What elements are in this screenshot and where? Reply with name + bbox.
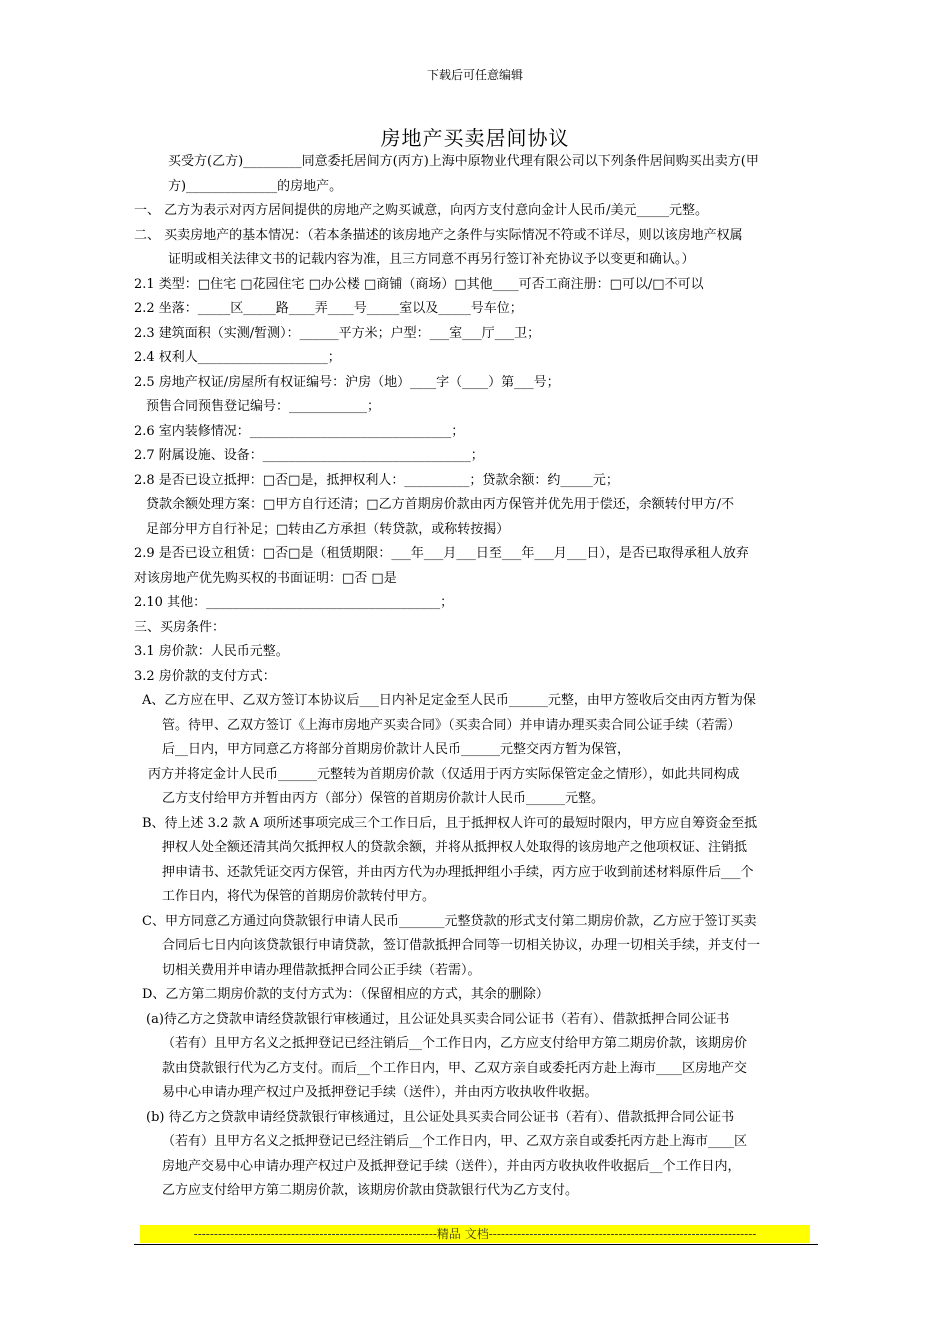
agreement-line: 方)______________的房地产。 <box>168 178 343 194</box>
agreement-line: 三、买房条件： <box>134 619 226 635</box>
agreement-line: （若有）且甲方名义之抵押登记已经注销后__个工作日内，甲、乙双方亲自或委托丙方赴上海市____区 <box>162 1134 748 1149</box>
agreement-line: 款由贷款银行代为乙方支付。而后__个工作日内，甲、乙双方亲自或委托丙方赴上海市____区房地产交 <box>162 1060 748 1076</box>
agreement-line: 2.6 室内装修情况：_______________________________； <box>134 423 465 439</box>
agreement-body <box>134 150 820 1204</box>
document-title: 房地产买卖居间协议 <box>380 126 570 150</box>
agreement-line: 切相关费用并申请办理借款抵押合同公正手续（若需）。 <box>162 962 481 978</box>
agreement-line: 2.10 其他：____________________________________； <box>134 595 454 610</box>
agreement-line: 一、 乙方为表示对丙方居间提供的房地产之购买诚意，向丙方支付意向金计人民币/美元_____元整。 <box>134 203 709 218</box>
agreement-line: 预售合同预售登记编号：____________； <box>146 399 381 414</box>
agreement-line: 房地产交易中心申请办理产权过户及抵押登记手续（送件），并由丙方收执收件收据后__个工作日内， <box>162 1158 741 1174</box>
agreement-line: 押权人处全额还清其尚欠抵押权人的贷款余额，并将从抵押权人处取得的该房地产之他项权证、注销抵 <box>162 840 748 855</box>
agreement-line: 贷款余额处理方案：□甲方自行还清；□乙方首期房价款由丙方保管并优先用于偿还，余额转付甲方/不 <box>146 497 734 512</box>
agreement-line: 足部分甲方自行补足；□转由乙方承担（转贷款，或称转按揭） <box>146 521 510 537</box>
footer-banner: ------------------------------------------------------------精品 文档------------------------------------------------------------------ <box>140 1225 810 1243</box>
agreement-line: 乙方应支付给甲方第二期房价款，该期房价款由贷款银行代为乙方支付。 <box>162 1183 579 1198</box>
agreement-line: 2.3 建筑面积（实测/暂测）：______平方米；户型：___室___厅___卫； <box>134 325 541 341</box>
agreement-line: D、乙方第二期房价款的支付方式为：（保留相应的方式，其余的删除） <box>142 987 549 1002</box>
agreement-line: 易中心申请办理产权过户及抵押登记手续（送件），并由丙方收执收件收据。 <box>162 1085 598 1100</box>
agreement-line: (a)待乙方之贷款申请经贷款银行审核通过，且公证处具买卖合同公证书（若有）、借款抵押合同公证书 <box>146 1011 730 1027</box>
agreement-line: 后__日内，甲方同意乙方将部分首期房价款计人民币______元整交丙方暂为保管， <box>162 742 631 757</box>
agreement-line: 2.1 类型：□住宅 □花园住宅 □办公楼 □商铺（商场）□其他____可否工商注册：□可以/□不可以 <box>134 276 704 292</box>
agreement-line: 二、 买卖房地产的基本情况：（若本条描述的该房地产之条件与实际情况不符或不详尽，则以该房地产权属 <box>134 227 743 243</box>
download-note: 下载后可任意编辑 <box>426 68 523 82</box>
agreement-line: 证明或相关法律文书的记载内容为准，且三方同意不再另行签订补充协议予以变更和确认。） <box>168 252 695 267</box>
agreement-line: 2.4 权利人____________________； <box>134 350 341 365</box>
agreement-line: (b) 待乙方之贷款申请经贷款银行审核通过，且公证处具买卖合同公证书（若有）、借款抵押合同公证书 <box>146 1109 735 1125</box>
agreement-line: 工作日内，将代为保管的首期房价款转付甲方。 <box>162 889 436 904</box>
agreement-line: 2.8 是否已设立抵押：□否□是，抵押权利人：__________；贷款余额：约_____元； <box>134 472 619 488</box>
agreement-line: 2.5 房地产权证/房屋所有权证编号：沪房（地）____字（____）第___号； <box>134 374 560 390</box>
agreement-line: 管。待甲、乙双方签订《上海市房地产买卖合同》（买卖合同）并申请办理买卖合同公证手续（若需） <box>162 717 741 733</box>
agreement-line: 合同后七日内向该贷款银行申请贷款，签订借款抵押合同等一切相关协议，办理一切相关手续，并支付一 <box>162 938 761 953</box>
agreement-line: 乙方支付给甲方并暂由丙方（部分）保管的首期房价款计人民币______元整。 <box>162 791 605 806</box>
agreement-line: （若有）且甲方名义之抵押登记已经注销后__个工作日内，乙方应支付给甲方第二期房价款，该期房价 <box>162 1036 748 1051</box>
agreement-line: B、待上述 3.2 款 A 项所述事项完成三个工作日后，且于抵押权人许可的最短时限内，甲方应自筹资金至抵 <box>142 815 758 831</box>
agreement-line: 2.2 坐落：_____区_____路____弄____号_____室以及_____号车位； <box>134 301 523 316</box>
agreement-line: 买受方(乙方)_________同意委托居间方(丙方)上海中原物业代理有限公司以下列条件居间购买出卖方(甲 <box>168 154 759 169</box>
agreement-line: 3.1 房价款：人民币元整。 <box>134 644 289 659</box>
agreement-line: A、乙方应在甲、乙双方签订本协议后___日内补足定金至人民币______元整，由甲方签收后交由丙方暂为保 <box>142 693 756 708</box>
agreement-line: 丙方并将定金计人民币______元整转为首期房价款（仅适用于丙方实际保管定金之情形），如此共同构成 <box>148 766 740 782</box>
agreement-line: 2.7 附属设施、设备：________________________________； <box>134 448 484 463</box>
agreement-line: C、甲方同意乙方通过向贷款银行申请人民币_______元整贷款的形式支付第二期房价款，乙方应于签订买卖 <box>142 913 757 929</box>
agreement-line: 3.2 房价款的支付方式： <box>134 668 276 684</box>
agreement-line: 对该房地产优先购买权的书面证明：□否 □是 <box>134 570 397 586</box>
agreement-line: 押申请书、还款凭证交丙方保管，并由丙方代为办理抵押组小手续，丙方应于收到前述材料原件后___个 <box>162 864 754 880</box>
agreement-line: 2.9 是否已设立租赁：□否□是（租赁期限：___年___月___日至___年___月___日），是否已取得承租人放弃 <box>134 546 749 561</box>
footer-rule <box>134 1244 818 1245</box>
